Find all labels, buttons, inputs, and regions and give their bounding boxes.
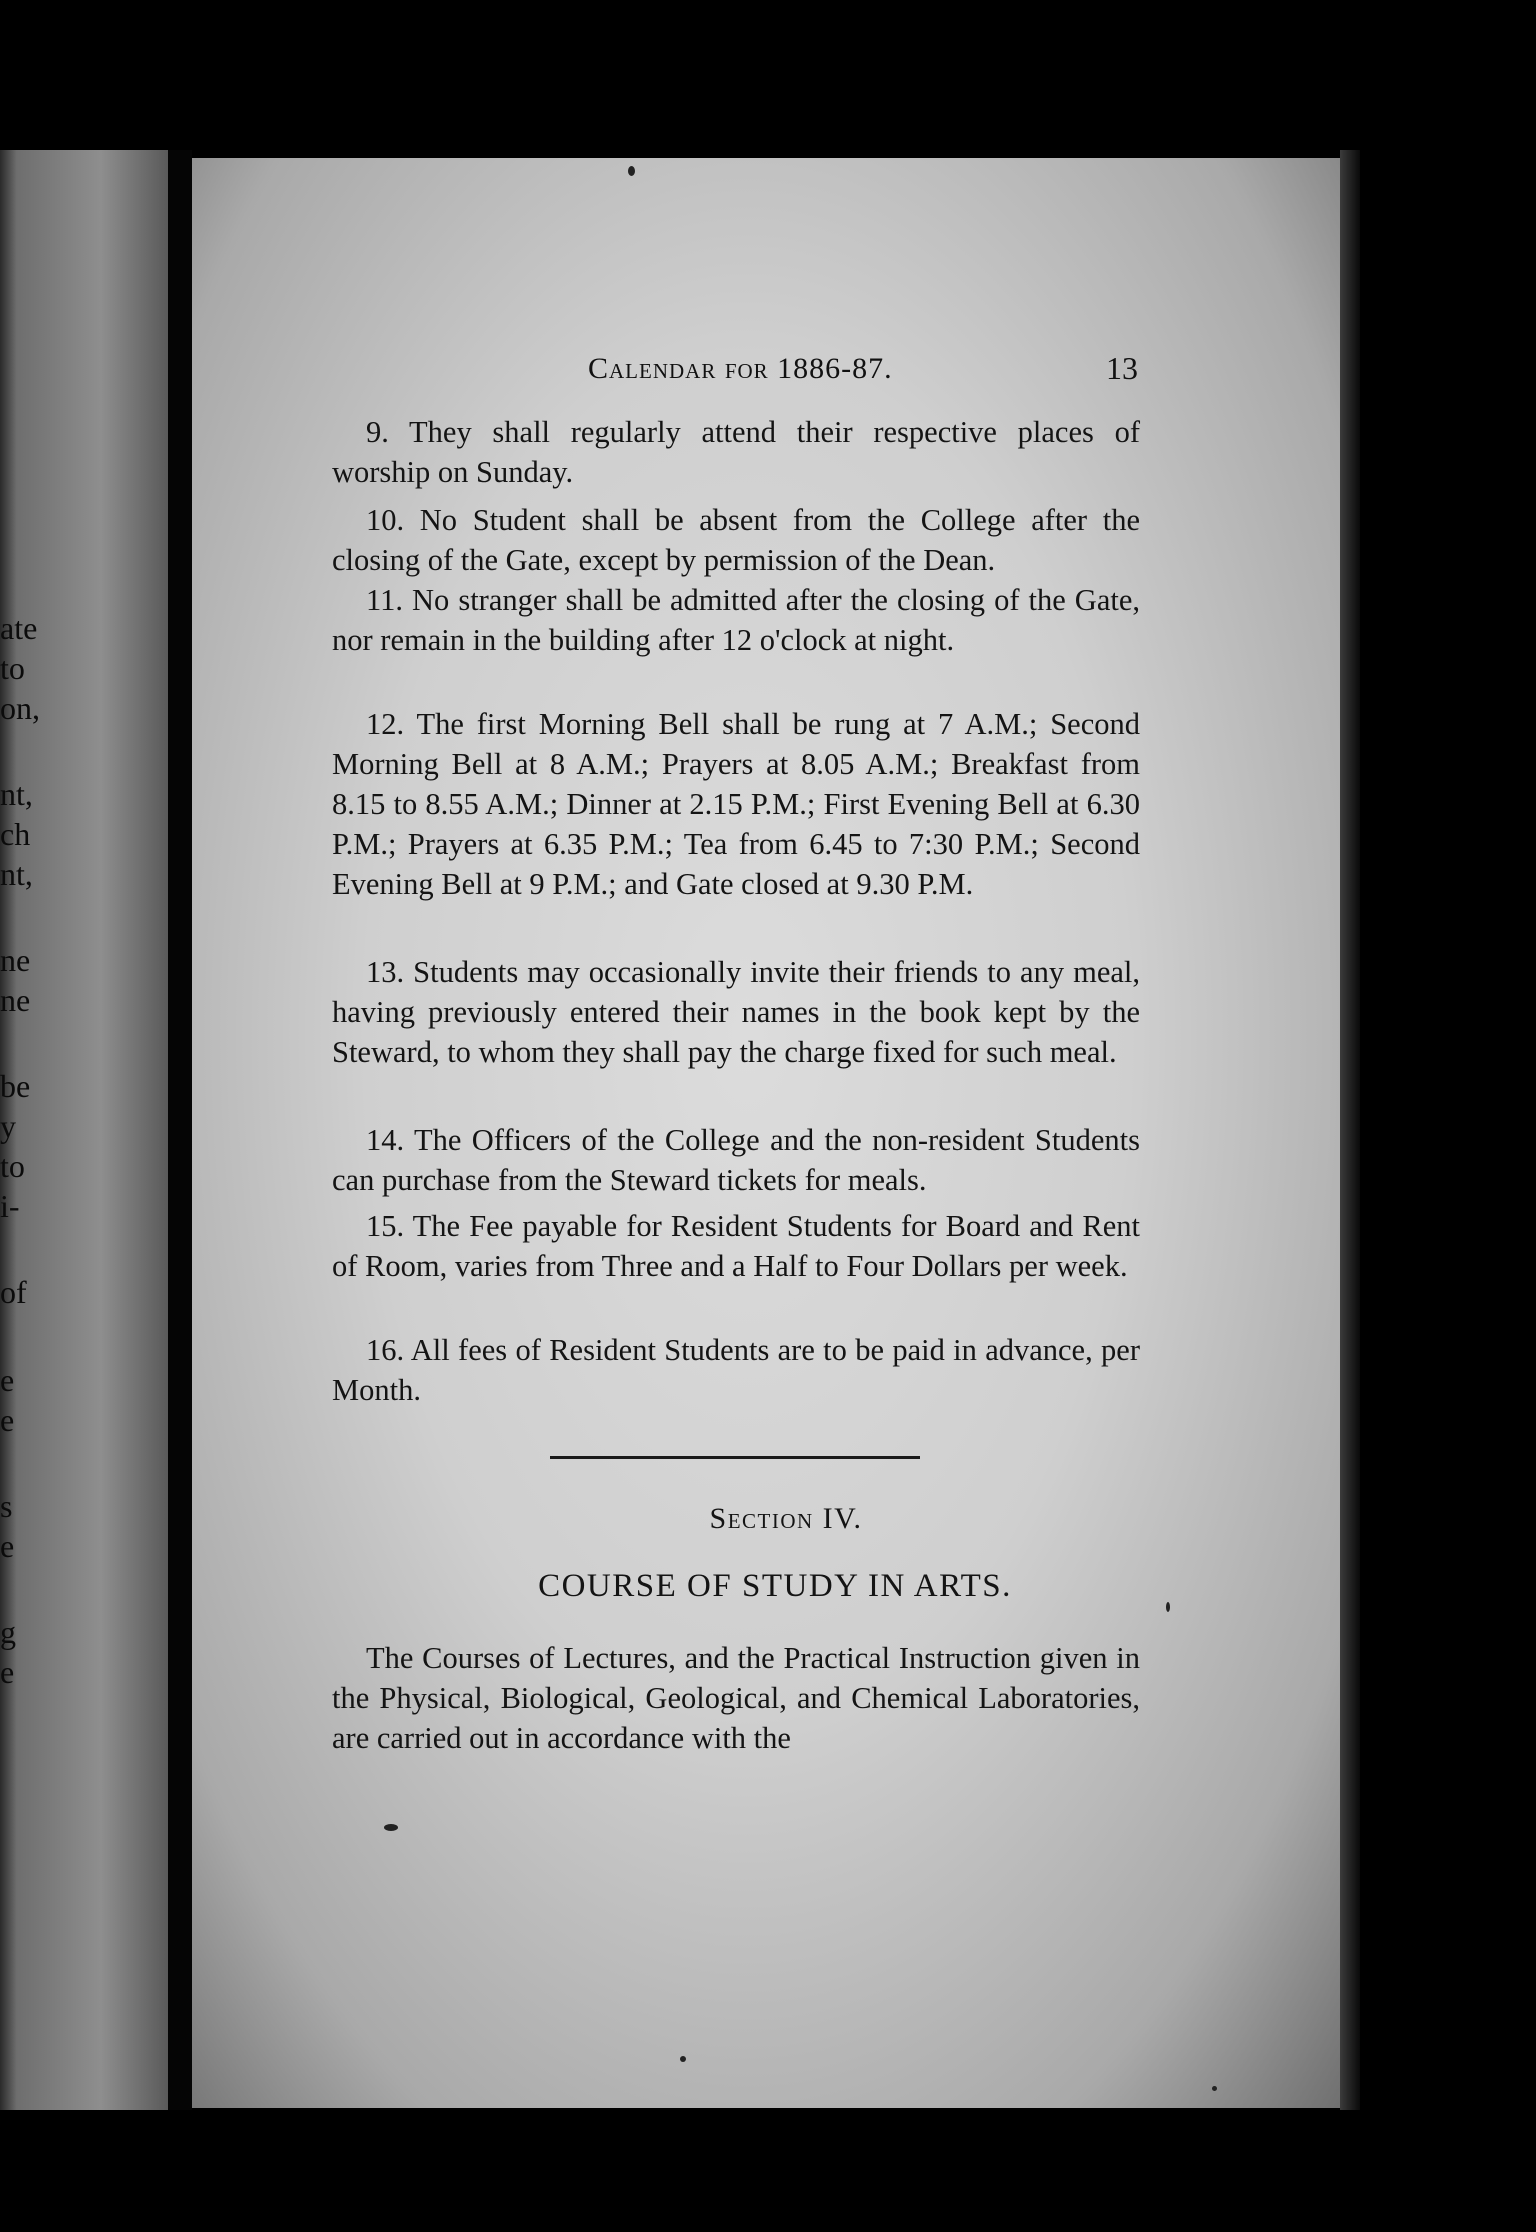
section-intro-paragraph: The Courses of Lectures, and the Practical Instruction given in the Physical, Biological, Geological, and Chemical Laboratories, are carried out in accordance with the (332, 1641, 1140, 1755)
left-page-fragment: to (0, 1148, 25, 1184)
section-heading: Section IV. (709, 1502, 863, 1535)
left-page-fragment: ate (0, 610, 38, 646)
left-page-fragment: nt, (0, 856, 33, 892)
left-page-fragment: i- (0, 1188, 20, 1224)
running-header: Calendar for 1886-87. (588, 352, 893, 385)
left-page-fragment: e (0, 1362, 15, 1398)
left-page-fragment: e (0, 1528, 15, 1564)
rule-paragraph: 11. No stranger shall be admitted after the closing of the Gate, nor remain in the building after 12 o'clock at night. (332, 583, 1140, 657)
left-page-fragment: ch (0, 816, 31, 852)
rule-paragraph: 12. The first Morning Bell shall be rung at 7 A.M.; Second Morning Bell at 8 A.M.; Prayers at 8.05 A.M.; Breakfast from 8.15 to 8.55 A.M.; Dinner at 2.15 P.M.; First Evening Bell at 6.30 P.M.; Prayers at 6.35 P.M.; Tea from 6.45 to 7:30 P.M.; Second Evening Bell at 9 P.M.; and Gate closed at 9.30 P.M. (332, 707, 1140, 901)
rule-paragraph: 9. They shall regularly attend their respective places of worship on Sunday. (332, 415, 1140, 489)
page-number: 13 (1106, 350, 1138, 386)
paper-speck (680, 2056, 686, 2062)
left-page-fragment: s (0, 1488, 13, 1524)
left-page-fragment: e (0, 1654, 15, 1690)
page-gutter (168, 150, 192, 2110)
left-page-fragment: e (0, 1402, 15, 1438)
section-divider (550, 1456, 920, 1459)
section-title: COURSE OF STUDY IN ARTS. (538, 1568, 1012, 1604)
paper-speck (628, 166, 635, 176)
paper-speck (1212, 2086, 1217, 2091)
rule-paragraph: 13. Students may occasionally invite their friends to any meal, having previously entered their names in the book kept by the Steward, to whom they shall pay the charge fixed for such meal. (332, 955, 1140, 1069)
left-page-fragment: of (0, 1274, 27, 1310)
left-page-fragment: g (0, 1614, 16, 1650)
left-page-fragment: on, (0, 690, 40, 726)
left-page-fragment: to (0, 650, 25, 686)
rule-paragraph: 16. All fees of Resident Students are to be paid in advance, per Month. (332, 1333, 1140, 1407)
left-page-fragment: y (0, 1108, 16, 1144)
rule-paragraph: 10. No Student shall be absent from the College after the closing of the Gate, except by permission of the Dean. (332, 503, 1140, 577)
rule-paragraph: 15. The Fee payable for Resident Students for Board and Rent of Room, varies from Three and a Half to Four Dollars per week. (332, 1209, 1140, 1283)
paper-speck (1166, 1602, 1170, 1612)
page-edge-shadow (1340, 150, 1360, 2110)
left-page-fragment: nt, (0, 776, 33, 812)
rule-paragraph: 14. The Officers of the College and the non-resident Students can purchase from the Steward tickets for meals. (332, 1123, 1140, 1197)
left-page-fragment: ne (0, 982, 31, 1018)
left-page-fragment: be (0, 1068, 31, 1104)
left-page-fragment: ne (0, 942, 31, 978)
paper-speck (384, 1824, 398, 1831)
